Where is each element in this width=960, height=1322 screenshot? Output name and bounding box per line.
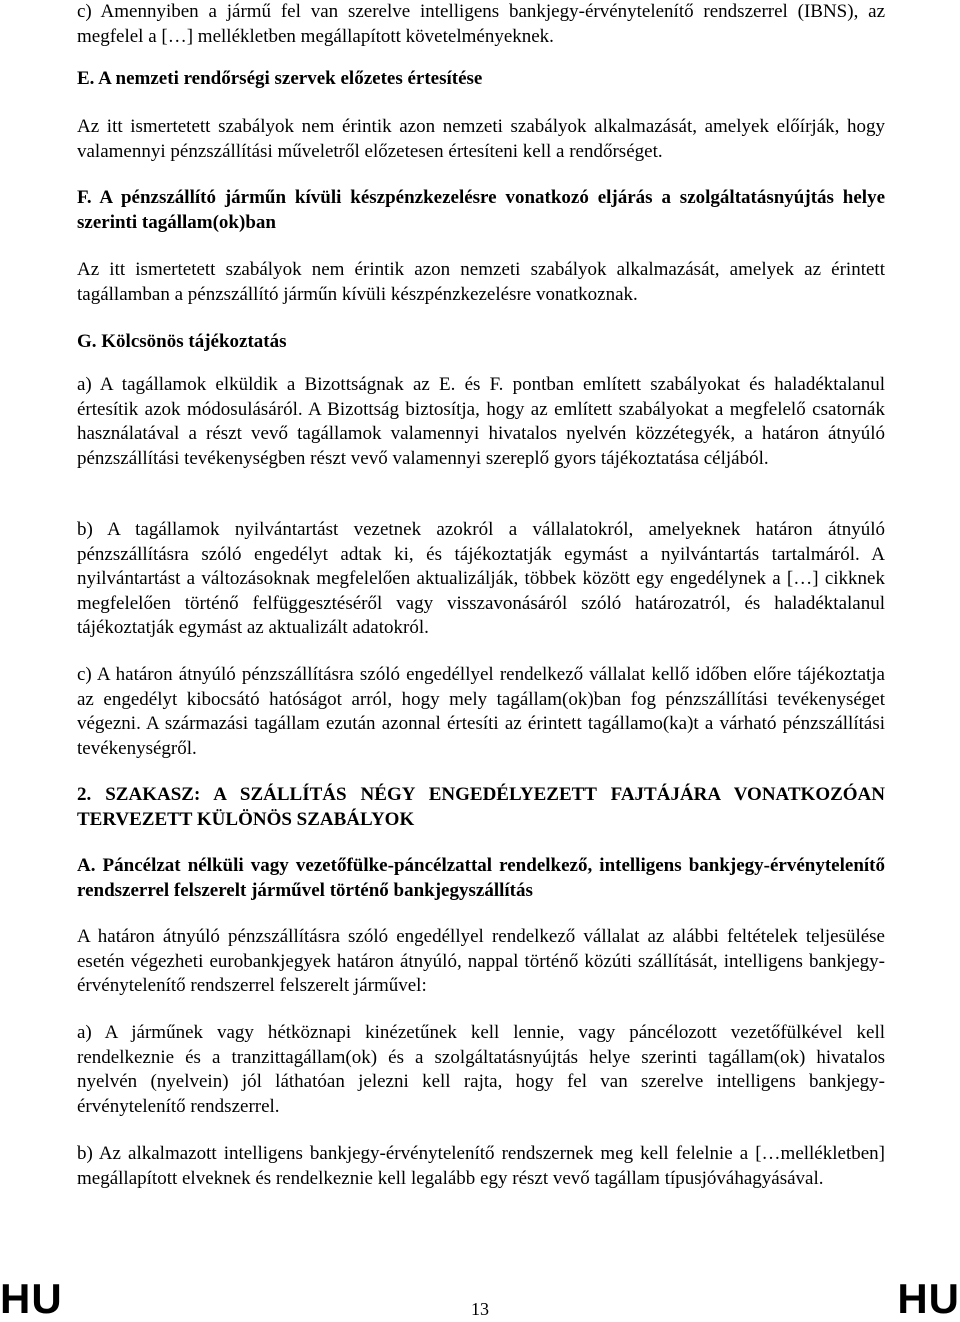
paragraph-g-a: a) A tagállamok elküldik a Bizottságnak az E. és F. pontban említett szabályokat és haladéktalanul értesítik azok módosulásáról. A Bizottság biztosítja, hogy az említett szabályokat a megfelelő csatornák használatával a részt vevő tagállamok valamennyi hivatalos nyelvén közzétegyék, a határon átnyúló pénzszállítási tevékenységben részt vevő valamennyi szereplő gyors tájékoztatása céljából. [77, 374, 885, 469]
heading-f: F. A pénzszállító járműn kívüli készpénzkezelésre vonatkozó eljárás a szolgáltatásnyújtás helye szerinti tagállam(ok)ban [77, 187, 885, 233]
paragraph-a-b: b) Az alkalmazott intelligens bankjegy-érvénytelenítő rendszernek meg kell felelnie a […mellékletben] megállapított elveknek és rendelkeznie kell legalább egy részt vevő tagállam típusjóváhagyásával. [77, 1143, 885, 1189]
paragraph-a-intro: A határon átnyúló pénzszállításra szóló engedéllyel rendelkező vállalat az alábbi feltételek teljesülése esetén végezheti eurobankjegyek határon átnyúló, nappal történő közúti szállítását, intelligens bankjegy-érvénytelenítő rendszerrel felszerelt járművel: [77, 926, 885, 997]
heading-e: E. A nemzeti rendőrségi szervek előzetes értesítése [77, 68, 483, 89]
paragraph-g-b: b) A tagállamok nyilvántartást vezetnek azokról a vállalatokról, amelyeknek határon átnyúló pénzszállításra szóló engedélyt adtak ki, és tájékoztatják egymást a nyilvántartás tartalmáról. A nyilvántartást a változásoknak megfelelően aktualizálják, többek között egy engedélynek a […] cikknek megfelelően történő felfüggesztéséről vagy visszavonásáról szóló határozatról, és haladéktalanul tájékoztatják egymást az aktualizált adatokról. [77, 519, 885, 639]
heading-g: G. Kölcsönös tájékoztatás [77, 331, 287, 352]
footer-language-left: HU [0, 1275, 63, 1322]
list-item-c-top: c) Amennyiben a jármű fel van szerelve intelligens bankjegy-érvénytelenítő rendszerrel (IBNS), az megfelel a […] mellékletben megállapított követelményeknek. [77, 1, 885, 47]
footer-language-right: HU [897, 1275, 960, 1322]
paragraph-f: Az itt ismertetett szabályok nem érintik azon nemzeti szabályok alkalmazását, amelyek az érintett tagállamban a pénzszállító járműn kívüli készpénzkezelésre vonatkoznak. [77, 259, 885, 305]
paragraph-e: Az itt ismertetett szabályok nem érintik azon nemzeti szabályok alkalmazását, amelyek előírják, hogy valamennyi pénzszállítási műveletről előzetesen értesíteni kell a rendőrséget. [77, 116, 885, 162]
paragraph-g-c: c) A határon átnyúló pénzszállításra szóló engedéllyel rendelkező vállalat kellő időben előre tájékoztatja az engedélyt kibocsátó hatóságot arról, hogy mely tagállam(ok)ban fog pénzszállítási tevékenységet végezni. A származási tagállam ezután azonnal értesíti az érintett tagállamo(ka)t a várható pénzszállítási tevékenységről. [77, 664, 885, 759]
heading-section-2: 2. SZAKASZ: A SZÁLLÍTÁS NÉGY ENGEDÉLYEZETT FAJTÁJÁRA VONATKOZÓAN TERVEZETT KÜLÖNÖS SZABÁLYOK [77, 784, 885, 830]
heading-a: A. Páncélzat nélküli vagy vezetőfülke-páncélzattal rendelkező, intelligens bankjegy-érvénytelenítő rendszerrel felszerelt járművel történő bankjegyszállítás [77, 855, 885, 901]
page-number: 13 [471, 1299, 489, 1319]
paragraph-a-a: a) A járműnek vagy hétköznapi kinézetűnek kell lennie, vagy páncélozott vezetőfülkével kell rendelkeznie és a tranzittagállam(ok) és a szolgáltatásnyújtás helye szerinti tagállam(ok) hivatalos nyelvén (nyelvein) jól láthatóan jelezni kell rajta, hogy fel van szerelve intelligens bankjegy-érvénytelenítő rendszerrel. [77, 1022, 885, 1117]
